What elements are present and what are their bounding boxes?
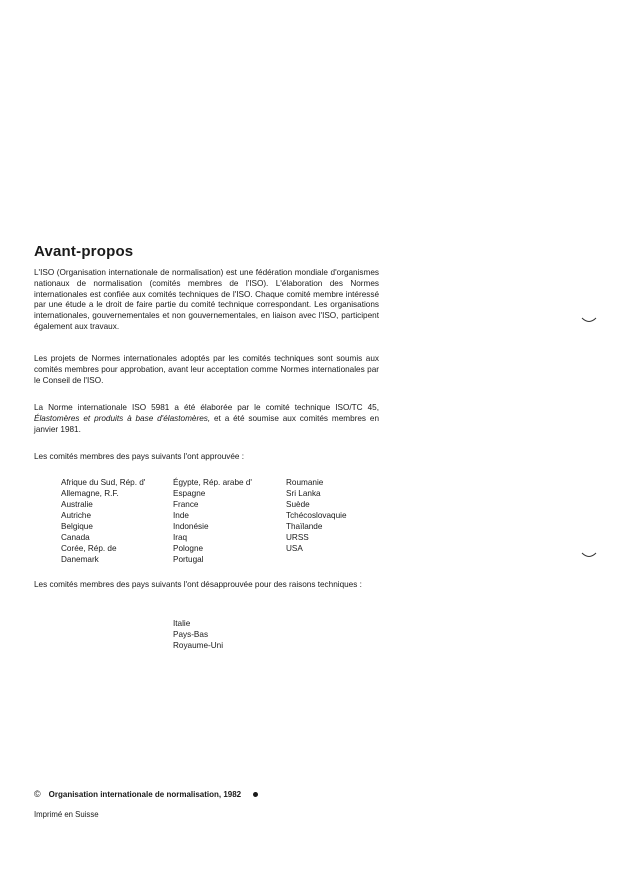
standard-committee-title: Élastomères et produits à base d'élastomères,: [34, 413, 211, 423]
country-item: Allemagne, R.F.: [61, 489, 119, 498]
country-item: France: [173, 500, 199, 509]
country-item: Indonésie: [173, 522, 209, 531]
country-item: USA: [286, 544, 303, 553]
country-item: Danemark: [61, 555, 99, 564]
country-item: Italie: [173, 619, 191, 628]
standard-intro-text: La Norme internationale ISO 5981 a été élaborée par le comité technique ISO/TC 45,: [34, 403, 379, 412]
country-item: Pologne: [173, 544, 204, 553]
bullet-icon: [253, 792, 258, 797]
country-item: Belgique: [61, 522, 93, 531]
copyright-line: [34, 789, 258, 799]
country-item: Égypte, Rép. arabe d': [173, 478, 252, 487]
approving-countries-column-3: [286, 477, 347, 554]
standard-outro-text: et a été soumise aux comités membres en janvier 1981.: [34, 413, 379, 434]
disapproving-countries-list: [173, 618, 223, 651]
standard-origin-paragraph: [34, 403, 379, 435]
copyright-symbol: ©: [34, 789, 41, 799]
page-title: Avant-propos: [34, 243, 134, 260]
country-item: Tchécoslovaquie: [286, 511, 347, 520]
margin-mark-icon: [581, 551, 597, 559]
intro-paragraph: L'ISO (Organisation internationale de normalisation) est une fédération mondiale d'organismes nationaux de normalisation (comités membres de l'ISO). L'élaboration des Normes internationales est confiée aux comités techniques de l'ISO. Chaque comité membre intéressé par une étude a le droit de faire partie du comité technique correspondant. Les organisations internationales, gouvernementales et non gouvernementales, en liaison avec l'ISO, participent également aux travaux.: [34, 268, 379, 331]
country-item: URSS: [286, 533, 309, 542]
country-item: Espagne: [173, 489, 206, 498]
country-item: Suède: [286, 500, 310, 509]
approval-intro: Les comités membres des pays suivants l'ont approuvée :: [34, 452, 244, 461]
country-item: Afrique du Sud, Rép. d': [61, 478, 146, 487]
country-item: Inde: [173, 511, 189, 520]
country-item: Pays-Bas: [173, 630, 209, 639]
approving-countries-column-1: [61, 477, 145, 565]
country-item: Royaume-Uni: [173, 641, 224, 650]
country-item: Portugal: [173, 555, 204, 564]
approving-countries-column-2: [173, 477, 252, 565]
country-item: Corée, Rép. de: [61, 544, 117, 553]
country-item: Autriche: [61, 511, 92, 520]
margin-mark-icon: [581, 316, 597, 324]
copyright-text: Organisation internationale de normalisation, 1982: [48, 789, 242, 799]
country-item: Sri Lanka: [286, 489, 321, 498]
disapproval-intro: Les comités membres des pays suivants l'ont désapprouvée pour des raisons techniques :: [34, 580, 362, 589]
country-item: Iraq: [173, 533, 188, 542]
country-item: Roumanie: [286, 478, 324, 487]
approval-process-paragraph: Les projets de Normes internationales adoptés par les comités techniques sont soumis aux comités membres pour approbation, avant leur acceptation comme Normes internationales par le Conseil de l'ISO.: [34, 354, 379, 385]
country-item: Australie: [61, 500, 93, 509]
country-item: Canada: [61, 533, 90, 542]
imprint-text: Imprimé en Suisse: [34, 810, 99, 819]
country-item: Thaïlande: [286, 522, 323, 531]
